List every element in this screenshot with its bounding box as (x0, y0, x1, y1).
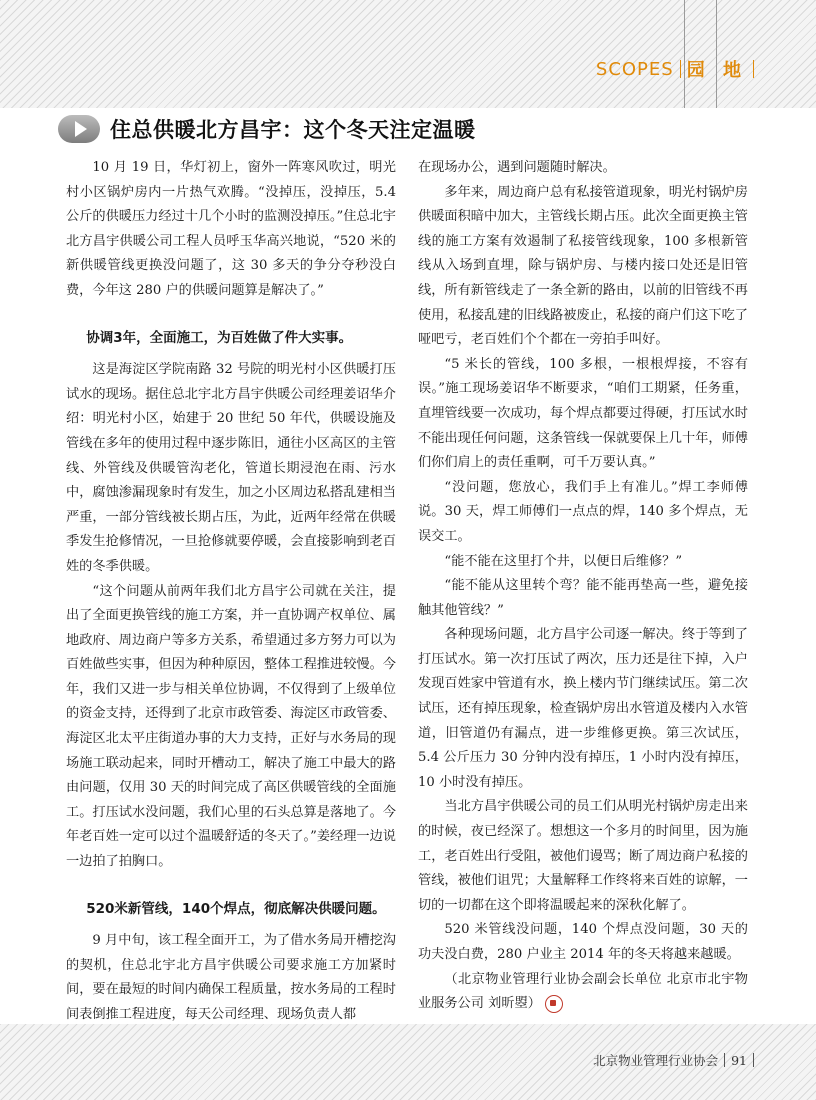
page-number: 91 (731, 1052, 747, 1068)
header-divider-line (684, 0, 685, 108)
header-divider-line (716, 0, 717, 108)
section-header (596, 56, 754, 82)
paragraph: “能不能从这里转个弯？能不能再垫高一些，避免接触其他管线？” (418, 578, 748, 618)
seal-icon (545, 995, 563, 1013)
article-title-row (58, 114, 476, 144)
paragraph: 10 月 19 日，华灯初上，窗外一阵寒风吹过，明光村小区锅炉房内一片热气欢腾。“没掉压，没掉压，5.4 公斤的供暖压力经过十几个小时的监测没掉压。”住总北宇北方昌宇供暖公司工程人员呼玉华高兴地说，“520 米的新供暖管线更换没问题了，这 30 多天的争分夺秒没白费，今年这 280 户的供暖问题算是解决了。” (66, 160, 396, 298)
article-column-right (418, 156, 748, 1017)
paragraph: 各种现场问题，北方昌宇公司逐一解决。终于等到了打压试水。第一次打压试了两次，压力还是往下掉，入户发现百姓家中管道有水，换上楼内节门继续试压。第二次试压，还有掉压现象，检查锅炉房出水管道及楼内入水管道，旧管道仍有漏点，进一步维修更换。第三次试压，5.4 公斤压力 30 分钟内没有掉压，1 小时内没有掉压，10 小时没有掉压。 (418, 627, 748, 790)
separator (680, 60, 681, 78)
section-heading: 协调3年，全面施工，为百姓做了件大实事。 (86, 329, 353, 346)
separator (753, 1053, 754, 1067)
footer-publication: 北京物业管理行业协会 (593, 1053, 719, 1068)
section-name-en: SCOPES (595, 58, 674, 80)
paragraph: “这个问题从前两年我们北方昌宇公司就在关注，提出了全面更换管线的施工方案，并一直协调产权单位、属地政府、周边商户等多方关系，希望通过多方努力可以为百姓做些实事，但因为种种原因，整体工程推进较慢。今年，我们又进一步与相关单位协调，不仅得到了上级单位的资金支持，还得到了北京市政管委、海淀区市政管委、海淀区北太平庄街道办事的大力支持，正好与水务局的现场施工联动起来，同时开槽动工，解决了施工中最大的路由问题，仅用 30 天的时间完成了高区供暖管线的全面施工。打压试水没问题，我们心里的石头总算是落地了。今年老百姓一定可以过个温暖舒适的冬天了。”姜经理一边说一边拍了拍胸口。 (66, 583, 396, 870)
author-credit-text: （北京物业管理行业协会副会长单位 北京市北宇物业服务公司 刘昕曌） (418, 971, 748, 1012)
section-heading: 520米新管线，140个焊点，彻底解决供暖问题。 (86, 900, 386, 917)
section-name-zh: 园 地 (686, 60, 747, 81)
header-pattern-band (0, 0, 816, 108)
paragraph: 9 月中旬，该工程全面开工，为了借水务局开槽挖沟的契机，住总北宇北方昌宇供暖公司要求施工方加紧时间，要在最短的时间内确保工程质量，按水务局的工程时间表倒推工程进度，每天公司经理、现场负责人都 (66, 933, 396, 1022)
paragraph: “能不能在这里打个井，以便日后维修？” (444, 553, 683, 569)
paragraph: 当北方昌宇供暖公司的员工们从明光村锅炉房走出来的时候，夜已经深了。想想这一个多月的时间里，因为施工，老百姓出行受阻，被他们谩骂；断了周边商户私接的管线，被他们诅咒；大量解释工作终将来百姓的谅解，一切的一切都在这个即将温暖起来的深秋化解了。 (418, 799, 748, 913)
paragraph: “没问题，您放心，我们手上有准儿。”焊工李师傅说。30 天，焊工师傅们一点点的焊，140 多个焊点，无误交工。 (418, 479, 748, 544)
play-icon (58, 115, 100, 143)
paragraph: 520 米管线没问题，140 个焊点没问题，30 天的功夫没白费，280 户业主 2014 年的冬天将越来越暖。 (418, 922, 748, 962)
article-title: 住总供暖北方昌宇：这个冬天注定温暖 (110, 117, 476, 142)
paragraph: 在现场办公，遇到问题随时解决。 (418, 160, 616, 175)
paragraph: 这是海淀区学院南路 32 号院的明光村小区供暖打压试水的现场。据住总北宇北方昌宇供暖公司经理姜诏华介绍：明光村小区，始建于 20 世纪 50 年代，供暖设施及管线在多年的使用过程中逐步陈旧，通往小区高区的主管线、外管线及供暖管沟老化，管道长期浸泡在雨、污水中，腐蚀渗漏现象时有发生，加之小区周边私搭乱建相当严重，一部分管线被长期占压，为此，近两年经常在供暖季发生抢修情况，一旦抢修就要停暖，会直接影响到老百姓的冬季供暖。 (66, 362, 396, 574)
separator (753, 60, 754, 78)
separator (724, 1053, 725, 1067)
page-footer (593, 1051, 754, 1069)
paragraph: “5 米长的管线，100 多根，一根根焊接，不容有误。”施工现场姜诏华不断要求，“咱们工期紧，任务重，直埋管线要一次成功，每个焊点都要过得硬，打压试水时不能出现任何问题，这条管线一保就要保上几十年，师傅们你们肩上的责任重啊，可千万要认真。” (418, 356, 748, 471)
article-column-left (66, 156, 396, 1028)
paragraph: 多年来，周边商户总有私接管道现象，明光村锅炉房供暖面积暗中加大，主管线长期占压。此次全面更换主管线的施工方案有效遏制了私接管线现象，100 多根新管线从入场到直埋，除与锅炉房、与楼内接口处还是旧管线，所有新管线走了一条全新的路由，以前的旧管线不再使用，私接乱建的旧线路被废止，私接的商户们这下吃了哑吧亏，老百姓们个个都在一旁拍手叫好。 (418, 184, 748, 348)
author-credit (418, 968, 748, 1017)
